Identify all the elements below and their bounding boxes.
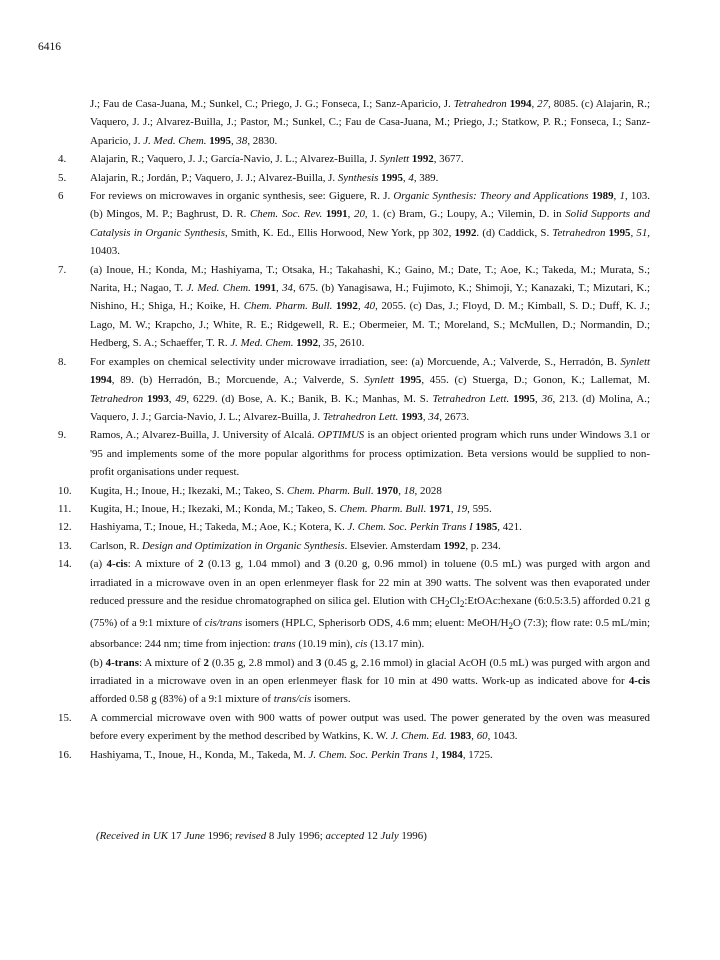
- references-list: [58, 95, 651, 764]
- text-run: A commercial microwave oven with 900 watts of power output was used. The power generated by the oven was measured before every experiment by the method described by Watkins, K. W.: [90, 711, 650, 743]
- text-run: 2: [203, 656, 209, 669]
- text-run: 4: [408, 171, 414, 184]
- text-run: Tetrahedron Lett.: [432, 392, 510, 405]
- text-run: accepted: [325, 830, 365, 842]
- text-run: . Elsevier. Amsterdam: [344, 539, 444, 552]
- text-run: Hashiyama, T.; Inoue, H.; Takeda, M.; Aoe, K.; Kotera, K.: [90, 521, 348, 534]
- text-run: 1: [619, 190, 625, 203]
- reference-entry: [58, 426, 650, 481]
- text-run: ,: [450, 502, 457, 515]
- text-run: (a): [90, 558, 107, 571]
- text-run: Chem. Pharm. Bull.: [286, 484, 374, 497]
- text-run: 1996): [398, 830, 427, 842]
- text-run: Tetrahedron: [453, 98, 507, 110]
- text-run: Synlett: [379, 153, 410, 166]
- reference-entry: [58, 500, 650, 518]
- text-run: Tetrahedron Lett.: [322, 410, 399, 423]
- text-run: (0.20 g, 0.96 mmol) in toluene (0.5 mL) was purged with argon and irradiated in a microwave oven in an open erlenmeyer flask for 22 min at 390 watts. The solvent was then evaporated under reduced pressure and the residue chromatographed on silica gel. Elution with CH: [90, 558, 651, 607]
- text-run: ,: [347, 208, 355, 221]
- text-run: 2: [459, 599, 465, 610]
- text-run: 49: [175, 392, 187, 405]
- page-number: 6416: [38, 41, 61, 53]
- text-run: 27,: [537, 98, 551, 110]
- text-run: 1991: [325, 208, 348, 221]
- text-run: Kugita, H.; Inoue, H.; Ikezaki, M.; Konda, M.; Takeo, S.: [90, 502, 340, 515]
- text-run: 3: [316, 656, 322, 669]
- text-run: 34: [282, 282, 293, 295]
- text-run: OPTIMUS: [317, 429, 365, 442]
- text-run: , Smith, K. Ed., Ellis Horwood, New York, pp 302,: [225, 226, 455, 239]
- reference-text: [90, 746, 650, 764]
- text-run: ,: [613, 190, 620, 203]
- text-run: 3: [324, 558, 331, 571]
- reference-entry: [58, 555, 651, 709]
- text-run: ,: [630, 226, 637, 239]
- reference-text: [90, 555, 650, 709]
- reference-number: 7.: [58, 263, 67, 276]
- text-run: Ramos, A.; Alvarez-Builla, J. University of Alcalá.: [90, 429, 318, 442]
- text-run: 1992: [336, 300, 358, 313]
- reference-entry: [58, 518, 650, 536]
- reference-text: [90, 187, 650, 261]
- reference-entry: [58, 709, 650, 746]
- reference-number: 11.: [58, 502, 72, 515]
- text-run: ,: [398, 484, 404, 497]
- text-run: J. Chem. Soc. Perkin Trans I: [347, 521, 473, 534]
- reference-text: [90, 150, 650, 168]
- reference-number: 15.: [58, 711, 72, 724]
- text-run: 8085. (c) Alajarin, R.; Vaquero, J. J.; Alvarez-Builla, J.; Pastor, M.; Sunkel, C.; Fau de Casa-Juana, M.; Priego, J.; Statkow, P. R.; Fonseca, I.; Sanz-Aparicio, J.: [90, 98, 650, 147]
- text-run: revised: [235, 830, 267, 842]
- text-run: 1994: [509, 98, 532, 110]
- text-run: 51: [636, 226, 648, 239]
- reference-text: [90, 500, 650, 518]
- text-run: Organic Synthesis: Theory and Applications: [393, 190, 589, 203]
- text-run: ,: [422, 410, 429, 423]
- text-run: afforded 0.58 g (83%) of a 9:1 mixture of: [90, 693, 274, 706]
- text-run: (0.35 g, 2.8 mmol) and: [208, 656, 316, 669]
- text-run: trans: [273, 638, 296, 651]
- text-run: , 89. (b) Herradón, B.; Morcuende, A.; Valverde, S.: [111, 374, 365, 387]
- text-run: 2: [198, 558, 204, 571]
- text-run: Chem. Pharm. Bull.: [339, 502, 427, 515]
- text-run: 1983: [449, 730, 472, 743]
- reference-number: 10.: [58, 484, 72, 497]
- reference-number: 4.: [58, 153, 67, 166]
- text-run: 1970: [376, 484, 399, 497]
- text-run: Tetrahedron: [90, 392, 144, 405]
- text-run: 1989: [591, 190, 614, 203]
- text-run: (b): [90, 656, 106, 669]
- text-run: Kugita, H.; Inoue, H.; Ikezaki, M.; Takeo, S.: [90, 484, 287, 497]
- text-run: ,: [534, 392, 542, 405]
- text-run: Solid Supports and Catalysis in Organic Synthesis: [90, 208, 650, 239]
- text-run: : A mixture of: [138, 656, 204, 669]
- reference-number: 8.: [58, 355, 67, 368]
- text-run: Hashiyama, T., Inoue, H., Konda, M., Takeda, M.: [90, 748, 309, 761]
- text-run: 1995: [399, 374, 422, 387]
- text-run: , 595.: [467, 502, 492, 515]
- text-run: trans/cis: [273, 693, 312, 706]
- text-run: , 675. (b) Yanagisawa, H.; Fujimoto, K.; Shimoji, Y.; Kanazaki, T.; Mizutari, K.; Nishino, H.; Shiga, H.; Koike, H.: [90, 282, 650, 313]
- reference-entry: [58, 482, 650, 500]
- reference-text: [90, 426, 650, 481]
- reference-number: 16.: [58, 748, 72, 761]
- text-run: , 103. (b) Mingos, M. P.; Baghrust, D. R.: [90, 190, 650, 221]
- text-run: , 3677.: [433, 153, 464, 166]
- text-run: 1992: [454, 226, 477, 239]
- text-run: ,: [435, 748, 442, 761]
- text-run: 60: [476, 730, 488, 743]
- text-run: 1985: [475, 521, 498, 534]
- reference-text: [90, 169, 650, 187]
- text-run: (0.45 g, 2.16 mmol) in glacial AcOH (0.5 mL) was purged with argon and irradiated in a microwave oven in an open erlenmeyer flask for 10 min at 490 watts. Work-up as indicated above for: [90, 656, 650, 687]
- reference-text: [90, 95, 650, 150]
- text-run: ,: [531, 98, 538, 110]
- reference-entry: [58, 261, 650, 353]
- text-run: ,: [168, 392, 176, 405]
- text-run: 1996;: [204, 830, 236, 842]
- text-run: Chem. Pharm. Bull.: [243, 300, 333, 313]
- text-run: is an object oriented program which runs under Windows 3.1 or '95 and implements some of the more popular algorithms for process optimization. Beta versions would be supplied to non-profit organisations under request.: [90, 429, 650, 479]
- text-run: Design and Optimization in Organic Synthesis: [142, 539, 345, 552]
- text-run: : A mixture of: [127, 558, 199, 571]
- text-run: July: [380, 830, 399, 842]
- text-run: isomers (HPLC, Spherisorb ODS, 4.6 mm; eluent: MeOH/H: [242, 616, 509, 629]
- text-run: 1991: [254, 282, 277, 295]
- text-run: (13.17 min).: [367, 638, 425, 651]
- text-run: 2: [508, 620, 514, 631]
- text-run: , 213. (d) Molina, A.; Vaquero, J. J.; Garcia-Navio, J. L.; Alvarez-Builla, J.: [90, 392, 650, 423]
- text-run: (0.13 g, 1.04 mmol) and: [203, 558, 325, 571]
- text-run: , 389.: [413, 171, 439, 184]
- text-run: 1993: [147, 392, 169, 405]
- reference-entry: [58, 353, 651, 427]
- text-run: ,: [471, 730, 477, 743]
- text-run: Tetrahedron: [552, 226, 606, 239]
- text-run: , 1725.: [462, 748, 493, 761]
- text-run: ,: [318, 337, 324, 350]
- text-run: Synlett: [620, 355, 650, 368]
- reference-entry: [58, 150, 650, 168]
- text-run: 19: [456, 502, 468, 515]
- text-run: ,: [276, 282, 283, 295]
- text-run: Alajarin, R.; Jordán, P.; Vaquero, J. J.; Alvarez-Builla, J.: [90, 171, 338, 184]
- text-run: (10.19 min),: [295, 638, 356, 651]
- text-run: 1995: [381, 171, 403, 184]
- reference-text: [90, 482, 650, 500]
- reference-entry: [58, 187, 651, 261]
- text-run: , 2610.: [334, 337, 365, 350]
- text-run: ,: [402, 171, 409, 184]
- text-run: O (7:3); flow rate: 0.5 mL/min; absorbance: 244 nm; time from injection:: [90, 616, 650, 651]
- text-run: 4-trans: [105, 656, 139, 669]
- text-run: 1992: [411, 153, 434, 166]
- text-run: ,: [230, 134, 237, 147]
- text-run: 18: [403, 484, 415, 497]
- text-run: 35: [323, 337, 335, 350]
- text-run: 34: [428, 410, 440, 423]
- reference-entry: [58, 746, 650, 764]
- reference-number: 14.: [58, 558, 72, 571]
- text-run: 1992: [296, 337, 319, 350]
- received-dates: [96, 830, 427, 842]
- text-run: J. Chem. Soc. Perkin Trans 1: [308, 748, 436, 761]
- text-run: 4-cis: [628, 674, 650, 687]
- text-run: 38: [236, 134, 248, 147]
- text-run: 1995: [608, 226, 631, 239]
- text-run: J.; Fau de Casa-Juana, M.; Sunkel, C.; Priego, J. G.; Fonseca, I.; Sanz-Aparicio, J.: [90, 98, 454, 110]
- text-run: , 421.: [497, 521, 522, 534]
- text-run: , 2673.: [439, 410, 470, 423]
- text-run: 1984: [441, 748, 463, 761]
- text-run: 4-cis: [106, 558, 128, 571]
- text-run: , 2830.: [247, 134, 278, 147]
- text-run: , 1. (c) Bram, G.; Loupy, A.; Vilemin, D. in: [364, 208, 566, 221]
- reference-text: [90, 518, 650, 536]
- text-run: ,: [357, 300, 365, 313]
- text-run: 40: [364, 300, 376, 313]
- text-run: June: [184, 830, 205, 842]
- text-run: 20: [354, 208, 365, 221]
- text-run: J. Med. Chem.: [143, 134, 207, 147]
- text-run: :EtOAc:hexane (6:0.5:3.5) afforded 0.21 g (75%) of a 9:1 mixture of: [90, 594, 650, 629]
- text-run: , 2055. (c) Das, J.; Floyd, D. M.; Kimball, S. D.; Duff, K. J.; Lago, M. W.; Krapcho, J.; White, R. E.; Ridgewell, R. E.; Obermeier, M. T.; Moreland, S.; McMullen, D.; Normandin, D.; Hedberg, S. A.; Schaeffer, T. R.: [90, 300, 650, 350]
- text-run: cis: [355, 638, 368, 651]
- text-run: 1995: [513, 392, 535, 405]
- text-run: Synthesis: [337, 171, 379, 184]
- text-run: (Received in UK: [96, 830, 168, 842]
- text-run: , 2028: [414, 484, 442, 497]
- text-run: cis/trans: [204, 616, 243, 629]
- text-run: 1992: [443, 539, 466, 552]
- reference-entry: [58, 537, 650, 555]
- text-run: For reviews on microwaves in organic synthesis, see: Giguere, R. J.: [90, 190, 394, 203]
- text-run: 1971: [429, 502, 451, 515]
- reference-number: 12.: [58, 521, 72, 534]
- text-run: , 1043.: [487, 730, 518, 743]
- reference-entry: [58, 169, 650, 187]
- text-run: , 6229. (d) Bose, A. K.; Banik, B. K.; Manhas, M. S.: [186, 392, 433, 405]
- text-run: Alajarin, R.; Vaquero, J. J.; García-Navio, J. L.; Alvarez-Builla, J.: [90, 153, 380, 166]
- text-run: . (d) Caddick, S.: [476, 226, 553, 239]
- text-run: For examples on chemical selectivity under microwave irradiation, see: (a) Morcuende, A.; Valverde, S., Herradón, B.: [90, 355, 621, 368]
- text-run: 12: [364, 830, 381, 842]
- reference-number: 5.: [58, 171, 67, 184]
- text-run: Synlett: [364, 374, 394, 387]
- text-run: 2: [445, 599, 450, 610]
- text-run: Chem. Soc. Rev.: [250, 208, 323, 221]
- text-run: 1993: [401, 410, 423, 423]
- text-run: J. Med. Chem.: [230, 337, 294, 350]
- text-run: , p. 234.: [465, 539, 501, 552]
- reference-text: [90, 709, 650, 746]
- text-run: J. Chem. Ed.: [390, 730, 447, 743]
- text-run: , 455. (c) Stuerga, D.; Gonon, K.; Lallemat, M.: [421, 374, 651, 387]
- text-run: 8 July 1996;: [266, 830, 326, 842]
- text-run: 1995: [209, 134, 231, 147]
- text-run: (a) Inoue, H.; Konda, M.; Hashiyama, T.; Otsaka, H.; Takahashi, K.; Gaino, M.; Date, T.; Aoe, K.; Takeda, M.; Murata, S.; Narita, H.; Nagao, T.: [90, 263, 650, 295]
- text-run: 36: [541, 392, 553, 405]
- reference-number: 9.: [58, 429, 67, 442]
- text-run: 17: [167, 830, 185, 842]
- reference-entry: [90, 95, 650, 150]
- text-run: Cl: [449, 594, 460, 607]
- text-run: 1994: [90, 374, 112, 387]
- text-run: isomers.: [311, 693, 351, 706]
- text-run: , 10403.: [90, 226, 651, 258]
- reference-text: [90, 261, 650, 353]
- text-run: J. Med. Chem.: [186, 282, 251, 295]
- reference-text: [90, 353, 650, 427]
- reference-text: [90, 537, 650, 555]
- reference-number: 6: [58, 190, 64, 203]
- reference-number: 13.: [58, 539, 72, 552]
- text-run: Carlson, R.: [90, 539, 143, 552]
